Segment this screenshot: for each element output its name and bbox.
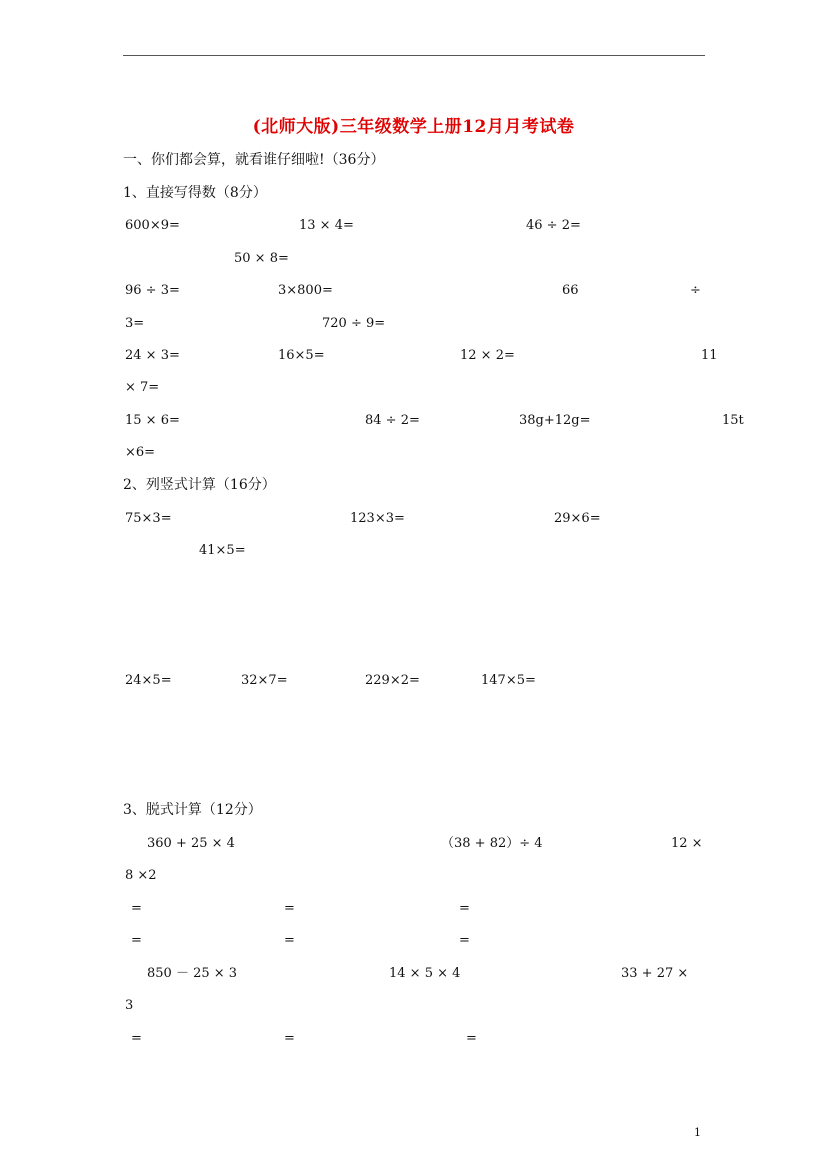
problem: 12 × xyxy=(671,836,703,851)
problem: 13 × 4= xyxy=(299,218,354,233)
problem: 96 ÷ 3= xyxy=(125,283,180,298)
answer-line: = xyxy=(466,1031,477,1046)
problem: 3×800= xyxy=(278,283,333,298)
problem: 600×9= xyxy=(125,218,180,233)
problem: 15t xyxy=(722,413,744,428)
problem: 3 xyxy=(125,998,134,1013)
problem: 24×5= xyxy=(125,673,172,688)
part1-title: 1、直接写得数（8分） xyxy=(123,185,267,201)
answer-line: = xyxy=(131,1031,142,1046)
problem: 75×3= xyxy=(125,511,172,526)
problem: 123×3= xyxy=(350,511,405,526)
answer-line: = xyxy=(459,933,470,948)
problem: 11 xyxy=(701,348,718,363)
problem: 229×2= xyxy=(365,673,420,688)
problem: × 7= xyxy=(125,380,160,395)
answer-line: = xyxy=(284,1031,295,1046)
problem: 24 × 3= xyxy=(125,348,180,363)
problem: 850 － 25 × 3 xyxy=(147,966,238,981)
problem: 50 × 8= xyxy=(234,251,289,266)
problem: 14 × 5 × 4 xyxy=(389,966,461,981)
problem: 147×5= xyxy=(481,673,536,688)
problem: 38g+12g= xyxy=(519,413,591,428)
problem: 720 ÷ 9= xyxy=(322,316,386,331)
problem: ÷ xyxy=(690,283,701,298)
answer-line: = xyxy=(131,933,142,948)
answer-line: = xyxy=(131,901,142,916)
problem: （38 + 82）÷ 4 xyxy=(441,836,543,851)
problem: 46 ÷ 2= xyxy=(526,218,581,233)
problem: 84 ÷ 2= xyxy=(365,413,420,428)
part3-title: 3、脱式计算（12分） xyxy=(123,802,262,818)
problem: 29×6= xyxy=(554,511,601,526)
problem: 360 + 25 × 4 xyxy=(147,836,235,851)
problem: ×6= xyxy=(125,445,156,460)
page-number: 1 xyxy=(694,1126,701,1139)
answer-line: = xyxy=(459,901,470,916)
header-rule xyxy=(123,55,705,56)
section-title: 一、你们都会算，就看谁仔细啦!（36分） xyxy=(123,152,385,168)
problem: 15 × 6= xyxy=(125,413,180,428)
problem: 32×7= xyxy=(241,673,288,688)
problem: 66 xyxy=(562,283,579,298)
problem: 33 + 27 × xyxy=(621,966,689,981)
problem: 12 × 2= xyxy=(460,348,515,363)
problem: 3= xyxy=(125,316,145,331)
problem: 8 ×2 xyxy=(125,868,157,883)
problem: 41×5= xyxy=(199,543,246,558)
part2-title: 2、列竖式计算（16分） xyxy=(123,477,276,493)
answer-line: = xyxy=(284,933,295,948)
page-title: (北师大版)三年级数学上册12月月考试卷 xyxy=(252,117,575,137)
answer-line: = xyxy=(284,901,295,916)
problem: 16×5= xyxy=(278,348,325,363)
